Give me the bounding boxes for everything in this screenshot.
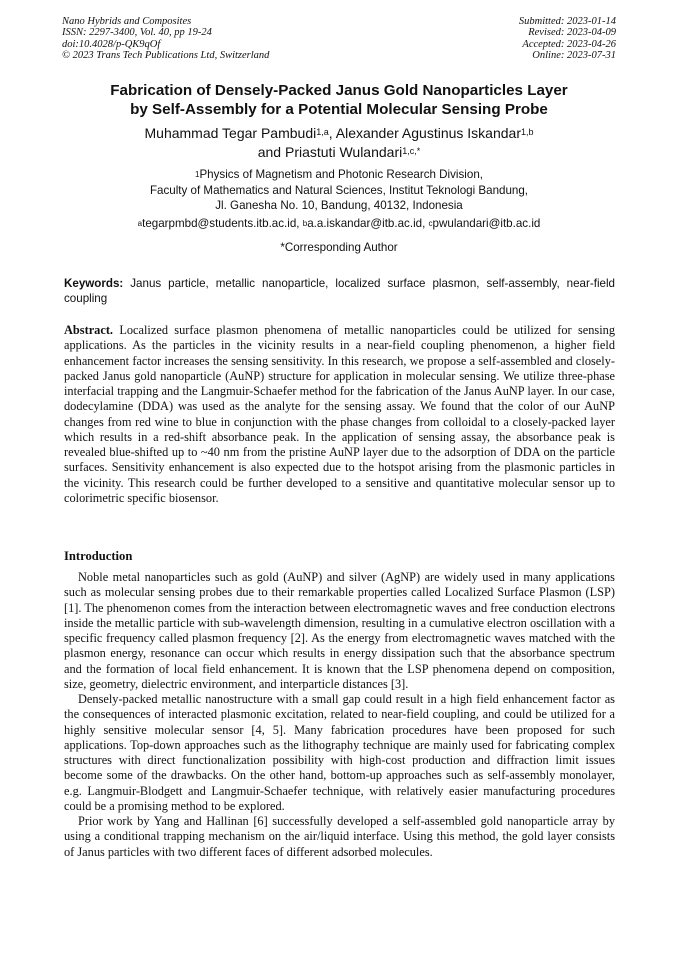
revised-date: Revised: 2023-04-09 <box>528 27 616 39</box>
author-3-sup: 1,c,* <box>402 146 421 156</box>
journal-info <box>62 16 269 62</box>
keywords <box>64 277 615 306</box>
author-3: Priastuti Wulandari <box>284 144 403 160</box>
keywords-text: Janus particle, metallic nanoparticle, localized surface plasmon, self-assembly, near-field coupling <box>64 277 615 305</box>
author-2: Alexander Agustinus Iskandar <box>335 125 521 141</box>
title-line-2: by Self-Assembly for a Potential Molecular Sensing Probe <box>130 101 548 118</box>
abstract <box>64 323 615 506</box>
email-b: a.a.iskandar@itb.ac.id <box>307 217 423 230</box>
author-and: and <box>257 144 285 160</box>
author-list <box>40 124 638 162</box>
author-separator: , <box>328 125 336 141</box>
introduction-body <box>64 570 615 860</box>
keywords-label: Keywords: <box>64 277 124 290</box>
abstract-text: Localized surface plasmon phenomena of metallic nanoparticles could be utilized for sensing applications. As the particles in the vicinity results in a near-field coupling phenomenon, a higher field enhancement factor increases the sensing sensitivity. In this research, we propose a self-assembled and closely-packed Janus gold nanoparticle (AuNP) structure for application in molecular sensing. We utilize three-phase interfacial trapping and the Langmuir-Schaefer method for the fabrication of the Janus AuNP layer. In our case, dodecylamine (DDA) was used as the analyte for the sensing assay. We found that the color of our AuNP changes from red wine to blue in conjunction with the phase changes from colloidal to a closely-packed layer which results in a red-shift absorbance peak. In the application of sensing assay, the absorbance peak is revealed blue-shifted up to ~40 nm from the pristine AuNP layer due to the adsorption of DDA on the particle surfaces. Sensitivity enhancement is also expected due to the hotspot arising from the plasmonic particles in the vicinity. This research could be further developed to a sensitive and quantitative molecular sensor up to colorimetric specific biosensor. <box>64 323 615 505</box>
doi: doi:10.4028/p-QK9qOf <box>62 38 161 50</box>
affiliation <box>40 167 638 214</box>
copyright: © 2023 Trans Tech Publications Ltd, Switzerland <box>62 50 270 62</box>
title-line-1: Fabrication of Densely-Packed Janus Gold Nanoparticles Layer <box>110 82 568 99</box>
affiliation-sup: 1 <box>195 170 200 179</box>
intro-paragraph-1: Noble metal nanoparticles such as gold (AuNP) and silver (AgNP) are widely used in many applications such as molecular sensing probes due to their remarkable properties called Localized Surface Plasmon (LSP) [1]. The phenomenon comes from the interaction between electromagnetic waves and free conduction electrons inside the metallic particle with sub-wavelength dimension, resulting in a cumulative electron oscillation with a specific frequency called plasmon frequency [2]. As the energy from electromagnetic waves matched with the plasmon energy, resonance can occur which results in energy dissipation such that the absorbance spectrum and the formation of local field enhancement. It is known that the LSP phenomena depend on composition, size, geometry, dielectric environment, and interparticle distances [3]. <box>64 570 615 691</box>
email-a-sup: a <box>137 219 143 228</box>
journal-name: Nano Hybrids and Composites <box>62 16 192 27</box>
email-c: pwulandari@itb.ac.id <box>432 217 541 230</box>
affiliation-line-3: Jl. Ganesha No. 10, Bandung, 40132, Indonesia <box>215 199 463 212</box>
abstract-label: Abstract. <box>64 323 114 337</box>
issn: ISSN: 2297-3400, Vol. 40, pp 19-24 <box>62 27 212 39</box>
intro-paragraph-3: Prior work by Yang and Hallinan [6] successfully developed a self-assembled gold nanoparticle array by using a conditional trapping mechanism on the air/liquid interface. Using this method, the gold layer consists of Janus particles with two different faces of different adsorbed molecules. <box>64 814 615 859</box>
affiliation-line-1: Physics of Magnetism and Photonic Research Division, <box>199 168 483 181</box>
email-sep-2: , <box>422 217 429 230</box>
section-heading-introduction: Introduction <box>64 549 133 563</box>
corresponding-author-note: *Corresponding Author <box>280 241 398 254</box>
author-1: Muhammad Tegar Pambudi <box>144 125 317 141</box>
email-c-sup: c <box>428 219 433 228</box>
email-b-sup: b <box>302 219 308 228</box>
affiliation-line-2: Faculty of Mathematics and Natural Sciences, Institut Teknologi Bandung, <box>149 183 529 197</box>
submitted-date: Submitted: 2023-01-14 <box>518 16 616 27</box>
author-1-sup: 1,a <box>316 127 329 137</box>
author-emails <box>40 216 638 231</box>
accepted-date: Accepted: 2023-04-26 <box>522 38 616 50</box>
author-2-sup: 1,b <box>520 127 534 137</box>
email-sep-1: , <box>296 217 303 230</box>
publication-dates <box>519 16 616 62</box>
email-a: tegarpmbd@students.itb.ac.id <box>142 217 297 230</box>
paper-title <box>40 81 638 119</box>
intro-paragraph-2: Densely-packed metallic nanostructure with a small gap could result in a high field enhancement factor as the consequences of interacted plasmonic excitation, related to near-field coupling, and could be utilized for a highly sensitive molecular sensor [4, 5]. Many fabrication procedures have been proposed for such applications. Top-down approaches such as the lithography technique are mainly used for fabricating complex structures with direct functionalization possibility with high-cost production and diffraction limit issues become some of the drawbacks. On the other hand, bottom-up approaches such as self-assembly monolayer, e.g. Langmuir-Blodgett and Langmuir-Schaefer technique, with relatively easier manufacturing procedures could be a promising method to be explored. <box>64 692 615 813</box>
online-date: Online: 2023-07-31 <box>532 50 616 62</box>
